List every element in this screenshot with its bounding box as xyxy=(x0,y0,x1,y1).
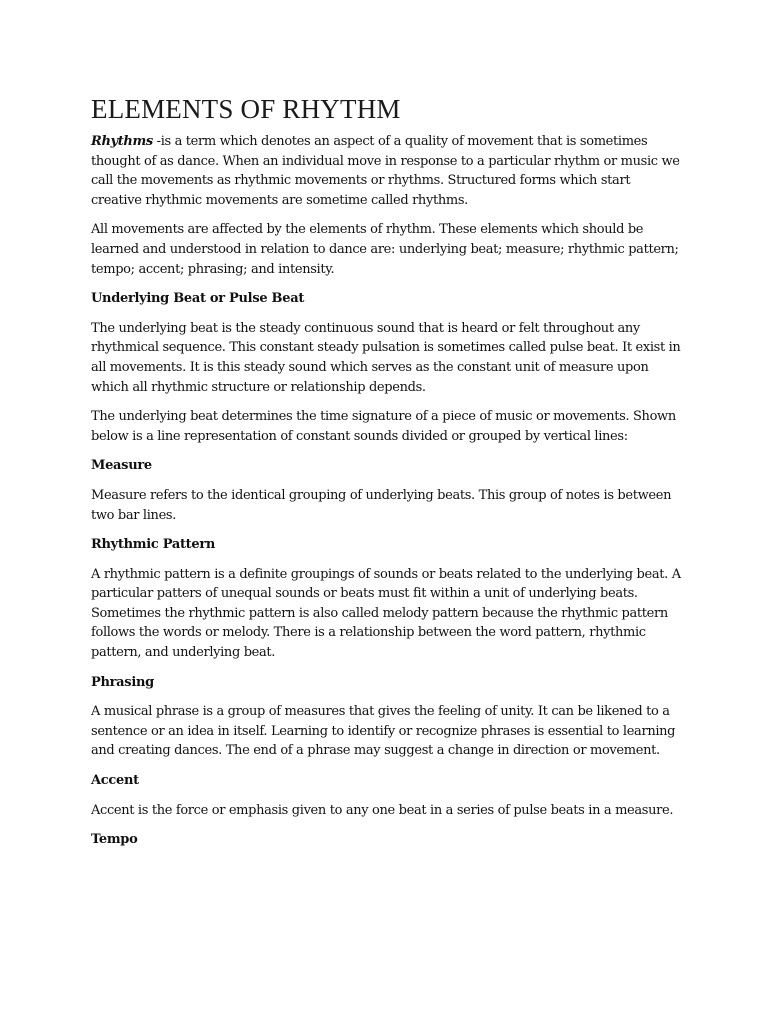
intro-paragraph xyxy=(91,132,683,210)
section-heading-phrasing: Phrasing xyxy=(91,674,154,690)
section-heading-accent: Accent xyxy=(91,773,139,789)
section-heading-measure: Measure xyxy=(91,458,152,474)
intro-paragraph-2: All movements are affected by the elements of rhythm. These elements which should be learned and understood in relation to dance are: underlying beat; measure; rhythmic pattern; tempo; accent; phrasing; and intensity. xyxy=(91,222,679,277)
underlying-beat-paragraph-1: The underlying beat is the steady continuous sound that is heard or felt throughout any rhythmical sequence. This constant steady pulsation is sometimes called pulse beat. It exist in all movements. It is this steady sound which serves as the constant unit of measure upon which all rhythmic structure or relationship depends. xyxy=(91,320,681,395)
rhythmic-pattern-paragraph: A rhythmic pattern is a definite groupings of sounds or beats related to the underlying beat. A particular patters of unequal sounds or beats must fit within a unit of underlying beats. Sometimes the rhythmic pattern is also called melody pattern because the rhythmic pattern follows the words or melody. There is a relationship between the word pattern, rhythmic pattern, and underlying beat. xyxy=(91,566,681,661)
intro-text: -is a term which denotes an aspect of a quality of movement that is sometimes thought of as dance. When an individual move in response to a particular rhythm or music we call the movements as rhythmic movements or rhythms. Structured forms which start creative rhythmic movements are sometime called rhythms. xyxy=(91,134,680,208)
section-heading-tempo: Tempo xyxy=(91,832,138,848)
lead-term-rhythms: Rhythms xyxy=(91,134,153,149)
document-title: ELEMENTS OF RHYTHM xyxy=(91,94,401,124)
section-heading-underlying-beat: Underlying Beat or Pulse Beat xyxy=(91,291,305,307)
accent-paragraph: Accent is the force or emphasis given to any one beat in a series of pulse beats in a measure. xyxy=(91,802,674,818)
measure-paragraph: Measure refers to the identical grouping of underlying beats. This group of notes is between two bar lines. xyxy=(91,487,672,523)
document-page xyxy=(91,94,683,860)
underlying-beat-paragraph-2: The underlying beat determines the time signature of a piece of music or movements. Shown below is a line representation of constant sounds divided or grouped by vertical lines: xyxy=(91,409,676,444)
phrasing-paragraph: A musical phrase is a group of measures that gives the feeling of unity. It can be likened to a sentence or an idea in itself. Learning to identify or recognize phrases is essential to learning and creating dances. The end of a phrase may suggest a change in direction or movement. xyxy=(91,704,676,759)
section-heading-rhythmic-pattern: Rhythmic Pattern xyxy=(91,537,216,553)
